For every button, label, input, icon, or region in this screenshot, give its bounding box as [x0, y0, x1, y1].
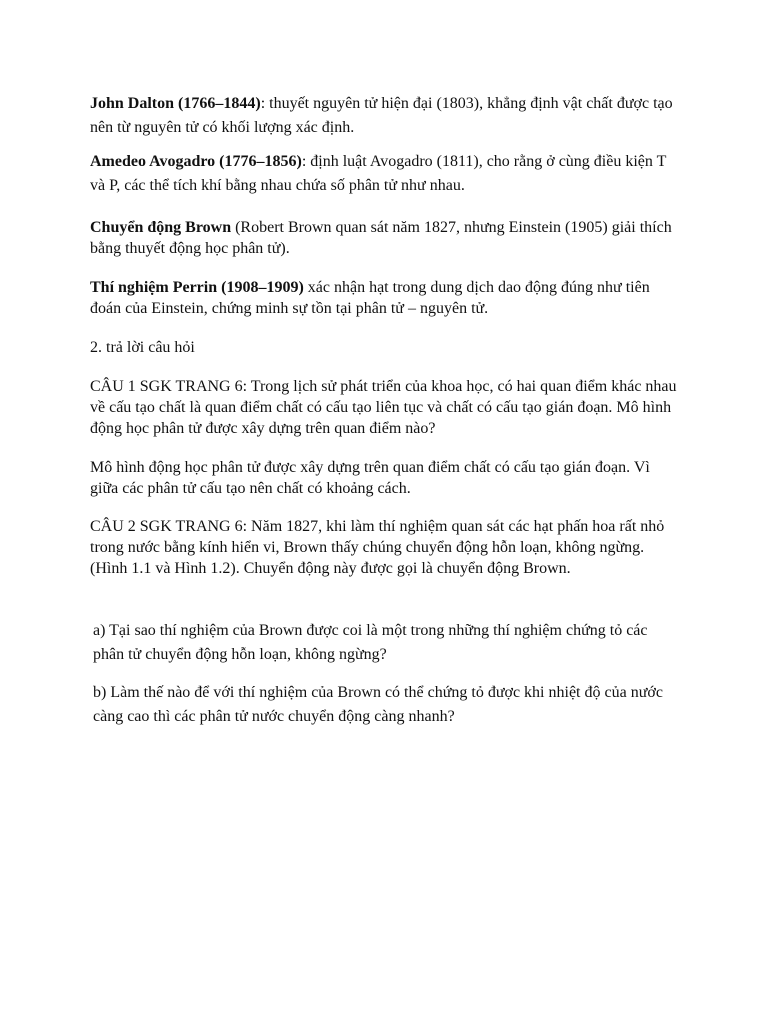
question-1: CÂU 1 SGK TRANG 6: Trong lịch sử phát triển của khoa học, có hai quan điểm khác nhau về cấu tạo chất là quan điểm chất có cấu tạo liên tục và chất có cấu tạo gián đoạn. Mô hình động học phân tử được xây dựng trên quan điểm nào?	[90, 378, 677, 437]
section-heading: 2. trả lời câu hỏi	[90, 339, 195, 356]
question-2: CÂU 2 SGK TRANG 6: Năm 1827, khi làm thí nghiệm quan sát các hạt phấn hoa rất nhỏ trong nước bằng kính hiển vi, Brown thấy chúng chuyển động hỗn loạn, không ngừng. (Hình 1.1 và Hình 1.2). Chuyển động này được gọi là chuyển động Brown.	[90, 518, 665, 577]
paragraph-perrin-bold: Thí nghiệm Perrin (1908–1909)	[90, 279, 304, 296]
paragraph-dalton	[90, 92, 682, 140]
paragraph-perrin-text: xác nhận hạt trong dung dịch dao động đúng như tiên đoán của Einstein, chứng minh sự tồn tại phân tử – nguyên tử.	[90, 279, 650, 317]
paragraph-brown	[90, 217, 682, 259]
paragraph-perrin	[90, 277, 682, 319]
question-2-part-a: a) Tại sao thí nghiệm của Brown được coi là một trong những thí nghiệm chứng tỏ các phân tử chuyển động hỗn loạn, không ngừng?	[93, 622, 648, 663]
paragraph-avogadro	[90, 150, 682, 198]
question-2-part-b: b) Làm thế nào để với thí nghiệm của Brown có thể chứng tỏ được khi nhiệt độ của nước càng cao thì các phân tử nước chuyển động càng nhanh?	[93, 684, 663, 725]
answer-1: Mô hình động học phân tử được xây dựng trên quan điểm chất có cấu tạo gián đoạn. Vì giữa các phân tử cấu tạo nên chất có khoảng cách.	[90, 459, 650, 497]
paragraph-avogadro-bold: Amedeo Avogadro (1776–1856)	[90, 153, 302, 170]
paragraph-dalton-text: : thuyết nguyên tử hiện đại (1803), khẳng định vật chất được tạo nên từ nguyên tử có khối lượng xác định.	[90, 95, 673, 136]
paragraph-dalton-bold: John Dalton (1766–1844)	[90, 95, 261, 112]
paragraph-brown-text: (Robert Brown quan sát năm 1827, nhưng Einstein (1905) giải thích bằng thuyết động học phân tử).	[90, 219, 672, 257]
paragraph-avogadro-text: : định luật Avogadro (1811), cho rằng ở cùng điều kiện T và P, các thể tích khí bằng nhau chứa số phân tử như nhau.	[90, 153, 667, 194]
paragraph-brown-bold: Chuyển động Brown	[90, 219, 232, 236]
